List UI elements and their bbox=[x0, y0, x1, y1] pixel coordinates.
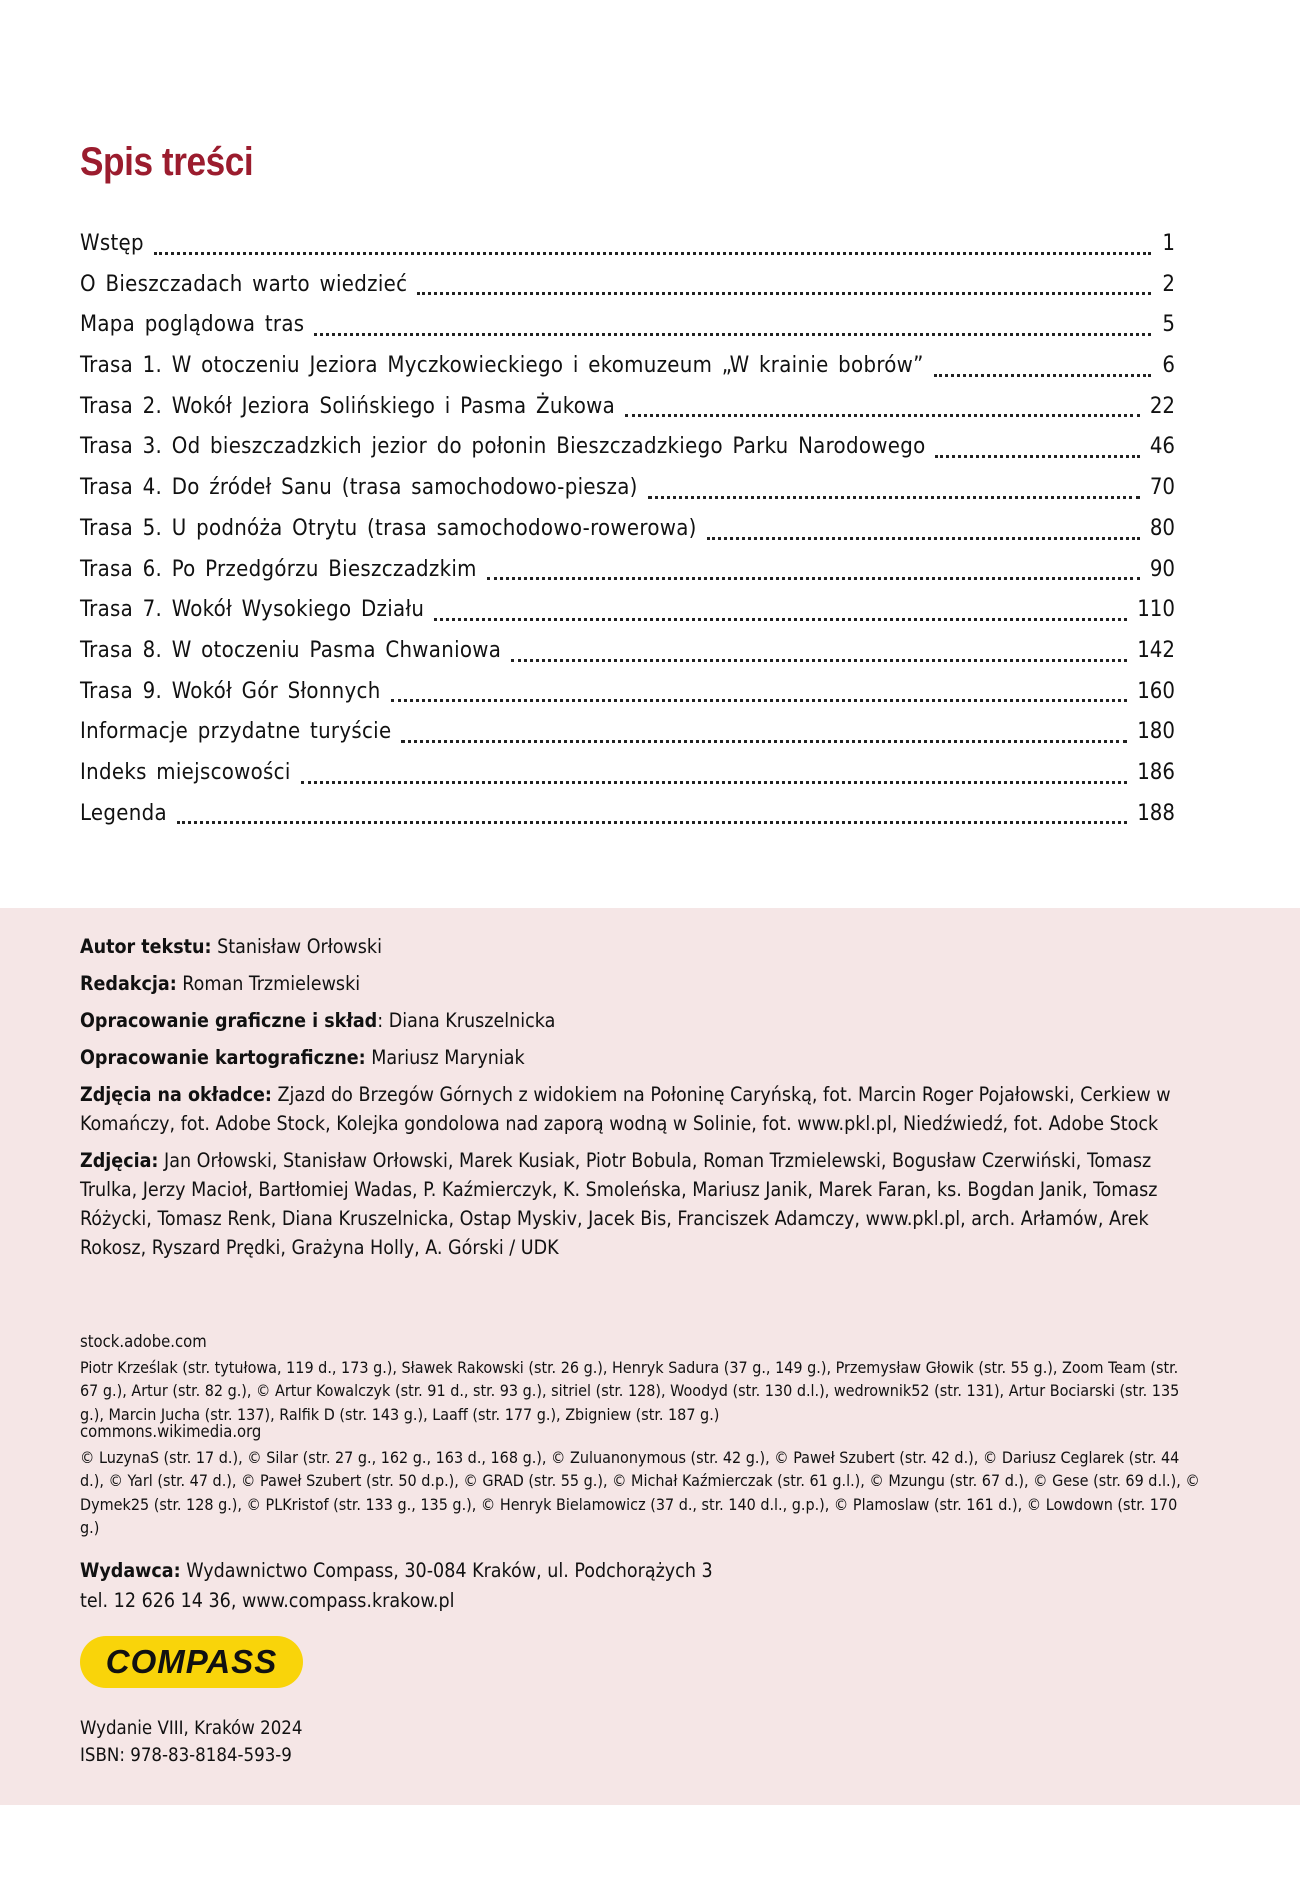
edition-text: Wydanie VIII, Kraków 2024 bbox=[80, 1718, 303, 1739]
dot-leader bbox=[934, 373, 1151, 377]
credit-value: Zjazd do Brzegów Górnych z widokiem na Połoninę Caryńską, fot. Marcin Roger Pojałowski, Cerkiew w Komańczy, fot. Adobe Stock, Kolejka gondolowa nad zaporą wodną w Solinie, fot. www.pkl.pl, Niedźwiedź, fot. Adobe Stock bbox=[80, 1083, 1171, 1135]
credit-label: Opracowanie graficzne i skład bbox=[80, 1009, 378, 1032]
toc-entry[interactable] bbox=[80, 798, 1175, 839]
credit-editor bbox=[80, 969, 1190, 998]
credit-value: Stanisław Orłowski bbox=[211, 935, 382, 958]
toc-entry[interactable] bbox=[80, 594, 1175, 635]
credit-value: Mariusz Maryniak bbox=[365, 1046, 525, 1069]
toc-entry[interactable] bbox=[80, 269, 1175, 310]
credit-cartography bbox=[80, 1043, 1190, 1072]
source-adobe-stock bbox=[80, 1330, 1200, 1426]
dot-leader bbox=[487, 576, 1140, 580]
credit-value: : Diana Kruszelnicka bbox=[377, 1009, 556, 1032]
credit-label: Autor tekstu: bbox=[80, 935, 212, 958]
toc-entry-page: 2 bbox=[1162, 271, 1175, 297]
credit-label: Opracowanie kartograficzne: bbox=[80, 1046, 366, 1069]
dot-leader bbox=[707, 536, 1140, 540]
source-credits: © LuzynaS (str. 17 d.), © Silar (str. 27 g., 162 g., 163 d., 168 g.), © Zuluanonymous (str. 42 g.), © Paweł Szubert (str. 42 d.), © Dariusz Ceglarek (str. 44 d.), © Yarl (str. 47 d.), © Paweł Szubert (str. 50 d.p.), © GRAD (str. 55 g.), © Michał Kaźmierczak (str. 61 g.l.), © Mzungu (str. 67 d.), © Gese (str. 69 d.l.), © Dymek25 (str. 128 g.), © PLKristof (str. 133 g., 135 g.), © Henryk Bielamowicz (37 d., str. 140 d.l., g.p.), © Plamoslaw (str. 161 d.), © Lowdown (str. 170 g.) bbox=[80, 1447, 1200, 1537]
credits-list bbox=[80, 932, 1190, 1270]
credit-design bbox=[80, 1006, 1190, 1035]
toc-entry-title: Trasa 2. Wokół Jeziora Solińskiego i Pasma Żukowa bbox=[80, 393, 616, 419]
source-name: stock.adobe.com bbox=[80, 1332, 207, 1351]
toc-entry-page: 80 bbox=[1149, 515, 1175, 541]
source-name: commons.wikimedia.org bbox=[80, 1422, 262, 1441]
credit-value: Roman Trzmielewski bbox=[176, 972, 361, 995]
publisher-info bbox=[80, 1556, 713, 1616]
toc-entry-title: Trasa 6. Po Przedgórzu Bieszczadzkim bbox=[80, 556, 477, 582]
dot-leader bbox=[154, 251, 1151, 255]
dot-leader bbox=[177, 820, 1127, 824]
credit-label: Redakcja: bbox=[80, 972, 177, 995]
credit-label: Zdjęcia na okładce: bbox=[80, 1083, 272, 1106]
credits-section bbox=[0, 908, 1300, 1805]
edition-info bbox=[80, 1715, 302, 1769]
toc-entry[interactable] bbox=[80, 391, 1175, 432]
dot-leader bbox=[511, 658, 1127, 662]
toc-entry-title: Informacje przydatne turyście bbox=[80, 719, 392, 745]
toc-entry-title: Legenda bbox=[80, 800, 167, 826]
source-credits: Piotr Krześlak (str. tytułowa, 119 d., 173 g.), Sławek Rakowski (str. 26 g.), Henryk Sadura (37 g., 149 g.), Przemysław Głowik (str. 55 g.), Zoom Team (str. 67 g.), Artur (str. 82 g.), © Artur Kowalczyk (str. 91 d., str. 93 g.), sitriel (str. 128), Woodyd (str. 130 d.l.), wedrownik52 (str. 131), Artur Bociarski (str. 135 g.), Marcin Jucha (str. 137), Ralfik D (str. 143 g.), Laaff (str. 177 g.), Zbigniew (str. 187 g.) bbox=[80, 1357, 1180, 1424]
toc-entry-title: Trasa 4. Do źródeł Sanu (trasa samochodowo-piesza) bbox=[80, 475, 638, 501]
toc-entry-title: O Bieszczadach warto wiedzieć bbox=[80, 271, 408, 297]
dot-leader bbox=[434, 617, 1127, 621]
isbn-text: ISBN: 978-83-8184-593-9 bbox=[80, 1745, 292, 1766]
toc-entry-title: Wstęp bbox=[80, 231, 144, 256]
toc-entry-page: 160 bbox=[1137, 678, 1175, 704]
toc-entry[interactable] bbox=[80, 350, 1175, 391]
toc-entry-title: Indeks miejscowości bbox=[80, 759, 291, 785]
toc-entry-page: 1 bbox=[1162, 231, 1175, 256]
publisher-contact: tel. 12 626 14 36, www.compass.krakow.pl bbox=[80, 1589, 455, 1612]
toc-entry[interactable] bbox=[80, 757, 1175, 798]
toc-entry-page: 188 bbox=[1137, 800, 1175, 826]
toc-entry-title: Mapa poglądowa tras bbox=[80, 312, 305, 338]
toc-entry-page: 90 bbox=[1149, 556, 1175, 582]
toc-entry[interactable] bbox=[80, 309, 1175, 350]
toc-entry-title: Trasa 5. U podnóża Otrytu (trasa samochodowo-rowerowa) bbox=[80, 515, 697, 541]
toc-entry-page: 110 bbox=[1137, 597, 1175, 623]
dot-leader bbox=[391, 698, 1128, 702]
toc-entry-page: 142 bbox=[1137, 637, 1175, 663]
table-of-contents bbox=[80, 228, 1175, 838]
dot-leader bbox=[625, 413, 1140, 417]
dot-leader bbox=[401, 739, 1127, 743]
dot-leader bbox=[417, 291, 1151, 295]
toc-entry-page: 70 bbox=[1149, 475, 1175, 501]
credit-cover-photos bbox=[80, 1080, 1190, 1138]
toc-entry-page: 180 bbox=[1137, 719, 1175, 745]
toc-entry[interactable] bbox=[80, 554, 1175, 595]
publisher-value: Wydawnictwo Compass, 30-084 Kraków, ul. Podchorążych 3 bbox=[180, 1559, 713, 1582]
credit-photos bbox=[80, 1146, 1190, 1262]
toc-entry[interactable] bbox=[80, 513, 1175, 554]
dot-leader bbox=[314, 332, 1151, 336]
dot-leader bbox=[648, 495, 1140, 499]
toc-entry-page: 186 bbox=[1137, 759, 1175, 785]
credit-value: Jan Orłowski, Stanisław Orłowski, Marek Kusiak, Piotr Bobula, Roman Trzmielewski, Bogusław Czerwiński, Tomasz Trulka, Jerzy Macioł, Bartłomiej Wadas, P. Kaźmierczyk, K. Smoleńska, Mariusz Janik, Marek Faran, ks. Bogdan Janik, Tomasz Różycki, Tomasz Renk, Diana Kruszelnicka, Ostap Myskiv, Jacek Bis, Franciszek Adamczy, www.pkl.pl, arch. Arłamów, Arek Rokosz, Ryszard Prędki, Grażyna Holly, A. Górski / UDK bbox=[80, 1149, 1158, 1259]
toc-entry[interactable] bbox=[80, 431, 1175, 472]
toc-entry[interactable] bbox=[80, 635, 1175, 676]
toc-entry-title: Trasa 3. Od bieszczadzkich jezior do połonin Bieszczadzkiego Parku Narodowego bbox=[80, 434, 926, 460]
toc-entry-page: 5 bbox=[1162, 312, 1175, 338]
toc-entry-page: 46 bbox=[1149, 434, 1175, 460]
credit-author bbox=[80, 932, 1190, 961]
dot-leader bbox=[301, 780, 1128, 784]
toc-entry-title: Trasa 8. W otoczeniu Pasma Chwaniowa bbox=[80, 637, 502, 663]
credit-label: Zdjęcia: bbox=[80, 1149, 159, 1172]
publisher-label: Wydawca: bbox=[80, 1559, 181, 1582]
toc-entry-title: Trasa 9. Wokół Gór Słonnych bbox=[80, 678, 381, 704]
dot-leader bbox=[935, 454, 1139, 458]
page-title: Spis treści bbox=[80, 140, 254, 184]
source-wikimedia bbox=[80, 1420, 1200, 1540]
toc-entry-page: 6 bbox=[1162, 353, 1175, 379]
toc-entry-title: Trasa 1. W otoczeniu Jeziora Myczkowieckiego i ekomuzeum „W krainie bobrów” bbox=[80, 353, 924, 379]
compass-logo bbox=[80, 1636, 303, 1688]
toc-entry[interactable] bbox=[80, 676, 1175, 717]
toc-entry[interactable] bbox=[80, 228, 1175, 269]
toc-entry-page: 22 bbox=[1149, 393, 1175, 419]
toc-entry-title: Trasa 7. Wokół Wysokiego Działu bbox=[80, 597, 425, 623]
logo-text: COMPASS bbox=[105, 1643, 278, 1680]
toc-entry[interactable] bbox=[80, 716, 1175, 757]
toc-entry[interactable] bbox=[80, 472, 1175, 513]
